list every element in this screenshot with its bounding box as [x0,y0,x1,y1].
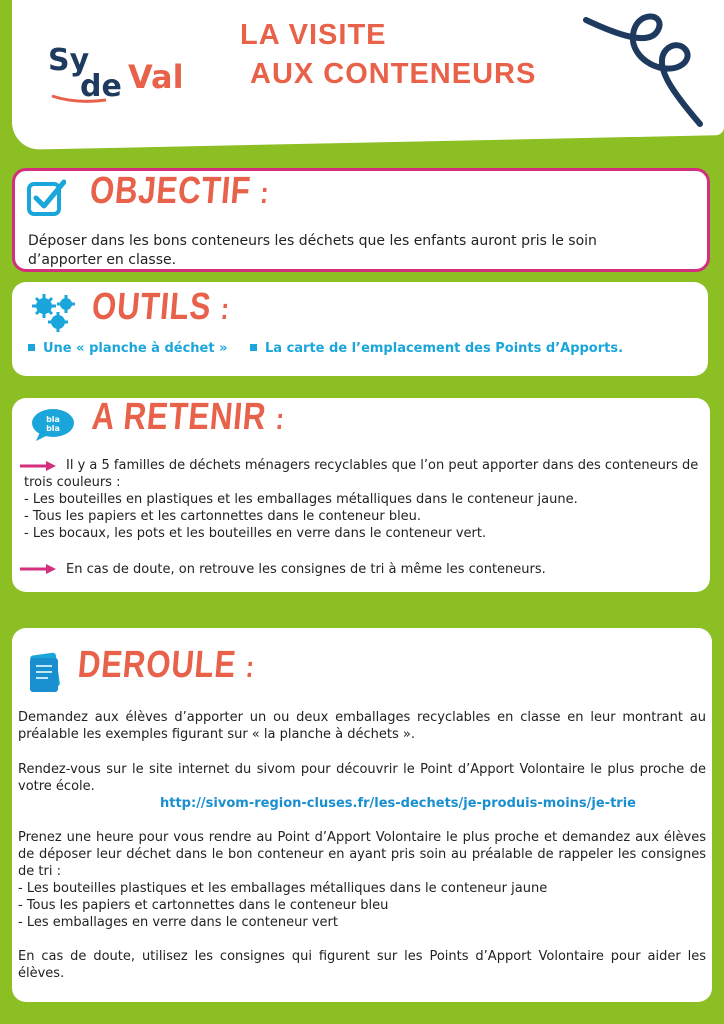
outils-title [90,286,232,329]
page-title [240,16,536,94]
outils-colon: : [219,293,232,326]
speech-bubble-icon [30,408,76,442]
deroule-paragraph-1: Demandez aux élèves d’apporter un ou deux emballages recyclables en classe en leur montrant au préalable les exemples figurant sur « la planche à déchets ». [18,710,706,742]
bullet-square [28,344,35,351]
deroule-p3-line-2: - Tous les papiers et cartonnettes dans le conteneur bleu [18,898,389,913]
retenir-colon: : [274,403,287,436]
retenir-paragraph-1 [24,457,710,542]
objectif-colon: : [258,177,271,210]
outils-item-1 [28,341,228,356]
retenir-line-1: - Les bouteilles en plastiques et les emballages métalliques dans le conteneur jaune. [24,492,578,507]
swirl-decoration [580,6,708,134]
sydeval-logo [46,40,206,104]
deroule-colon: : [244,651,257,684]
outils-item-2-label: La carte de l’emplacement des Points d’Apports. [265,341,624,356]
retenir-title-text: A RETENIR [90,396,269,438]
arrow-icon [18,563,58,575]
title-line-1: LA VISITE [240,19,387,51]
deroule-paragraph-2: Rendez-vous sur le site internet du sivom pour découvrir le Point d’Apport Volontaire le plus proche de votre école. [18,762,706,794]
sivom-link[interactable]: http://sivom-region-cluses.fr/les-dechets/je-produis-moins/je-trie [160,796,636,811]
svg-text:bla: bla [46,415,60,424]
outils-item-1-label: Une « planche à déchet » [43,341,228,356]
deroule-p3-line-1: - Les bouteilles plastiques et les emballages métalliques dans le conteneur jaune [18,881,548,896]
deroule-paragraph-4: En cas de doute, utilisez les consignes qui figurent sur les Points d’Apport Volontaire pour aider les élèves. [18,949,706,981]
svg-text:Val: Val [128,58,184,96]
deroule-p3-intro: Prenez une heure pour vous rendre au Point d’Apport Volontaire le plus proche et demandez aux élèves de déposer leur déchet dans le bon conteneur en ayant pris soin au préalable de rappeler les consignes de tri : [18,830,706,879]
outils-item-2 [250,341,623,356]
objectif-title [88,170,271,213]
svg-text:de: de [80,69,122,104]
deroule-title [76,644,257,687]
retenir-intro: Il y a 5 familles de déchets ménagers recyclables que l’on peut apporter dans des conteneurs de trois couleurs : [24,458,699,490]
retenir-title [90,396,287,439]
deroule-paragraph-3 [18,829,706,931]
title-line-2: AUX CONTENEURS [250,58,537,90]
outils-title-text: OUTILS [90,286,214,328]
svg-text:Sy: Sy [48,43,90,78]
retenir-paragraph-2: En cas de doute, on retrouve les consignes de tri à même les conteneurs. [66,562,546,577]
deroule-title-text: DEROULE [76,644,238,686]
svg-text:bla: bla [46,424,60,433]
bullet-square [250,344,257,351]
notebook-icon [28,652,64,694]
objectif-text: Déposer dans les bons conteneurs les déchets que les enfants auront pris le soin d’apporter en classe. [28,233,597,268]
retenir-line-3: - Les bocaux, les pots et les bouteilles en verre dans le conteneur vert. [24,526,487,541]
retenir-line-2: - Tous les papiers et les cartonnettes dans le conteneur bleu. [24,509,422,524]
checkbox-icon [26,178,66,218]
deroule-p3-line-3: - Les emballages en verre dans le conteneur vert [18,915,338,930]
objectif-title-text: OBJECTIF [88,170,253,212]
gears-icon [30,292,78,332]
